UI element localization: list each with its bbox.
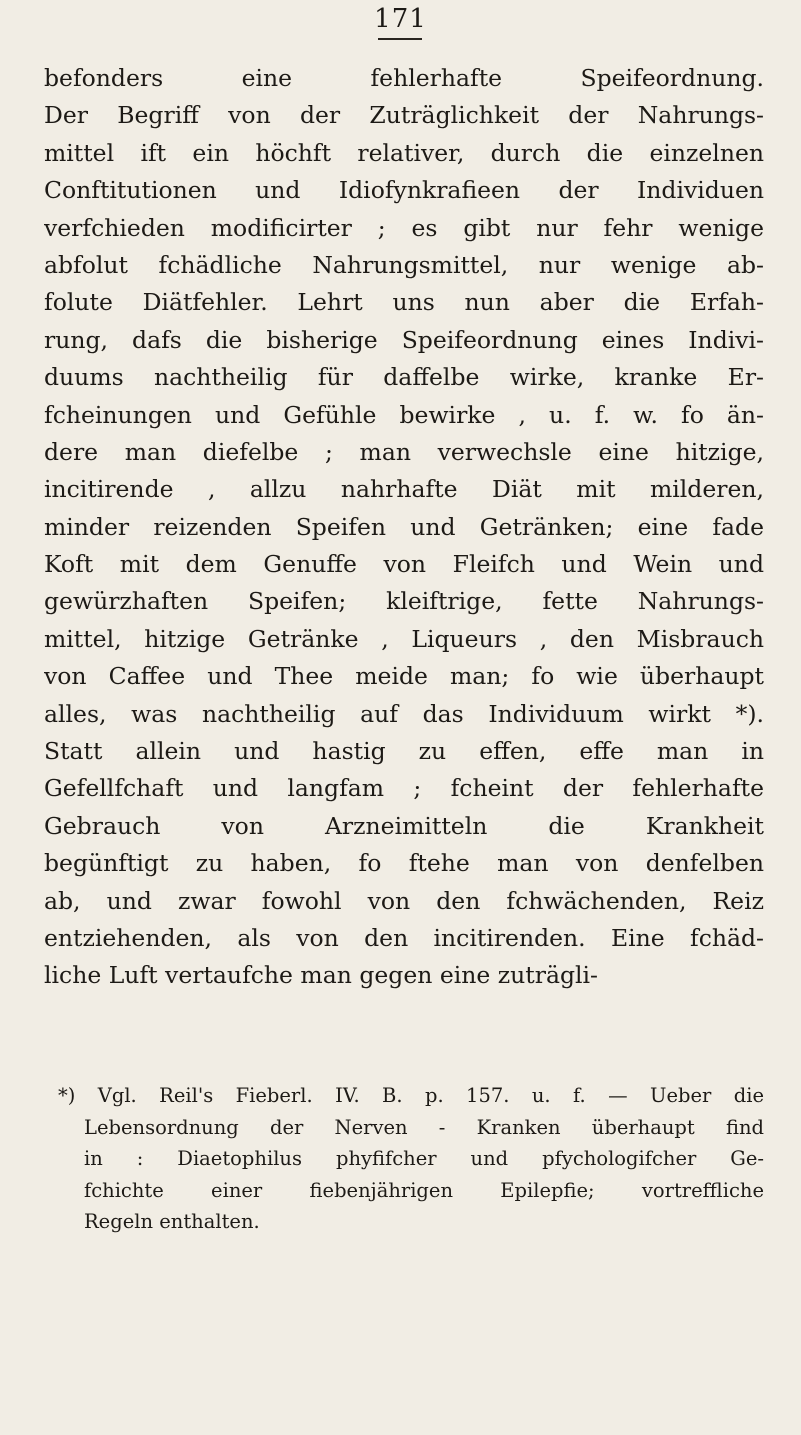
footnote-line: *) Vgl. Reil's Fieberl. IV. B. p. 157. u. f. — Ueber die	[58, 1084, 764, 1107]
body-line: mittel, hitzige Getränke , Liqueurs , den Misbrauch	[44, 624, 764, 653]
footnote-line: Lebensordnung der Nerven - Kranken überhaupt find	[84, 1115, 764, 1139]
body-line: mittel ift ein höchft relativer, durch die einzelnen	[44, 138, 764, 167]
body-line: fcheinungen und Gefühle bewirke , u. f. w. fo än-	[44, 400, 764, 429]
page-number: 171	[374, 4, 427, 34]
body-text	[44, 60, 764, 995]
body-line: von Caffee und Thee meide man; fo wie überhaupt	[44, 662, 764, 691]
body-line: Der Begriff von der Zuträglichkeit der Nahrungs-	[44, 101, 764, 130]
body-line: liche Luft vertaufche man gegen eine zuträgli-	[44, 961, 598, 990]
body-line: entziehenden, als von den incitirenden. Eine fchäd-	[44, 923, 764, 952]
footnote-line: in : Diaetophilus phyfifcher und pfychologifcher Ge-	[84, 1147, 764, 1170]
page-number-rule	[378, 38, 422, 40]
body-line: begünftigt zu haben, fo ftehe man von denfelben	[44, 849, 764, 878]
body-line: rung, dafs die bisherige Speifeordnung eines Indivi-	[44, 325, 764, 354]
body-line: verfchieden modificirter ; es gibt nur fehr wenige	[44, 213, 764, 242]
body-line: dere man diefelbe ; man verwechsle eine hitzige,	[44, 437, 764, 466]
body-line: Conftitutionen und Idiofynkrafieen der Individuen	[44, 176, 764, 205]
footnote-line: Regeln enthalten.	[84, 1210, 260, 1233]
body-line: duums nachtheilig für daffelbe wirke, kranke Er-	[44, 363, 764, 392]
body-line: Gebrauch von Arzneimitteln die Krankheit	[44, 811, 764, 840]
body-line: Koft mit dem Genuffe von Fleifch und Wein und	[44, 550, 764, 579]
body-line: Gefellfchaft und langfam ; fcheint der fehlerhafte	[44, 774, 764, 803]
body-line: ab, und zwar fowohl von den fchwächenden, Reiz	[44, 886, 764, 915]
body-line: alles, was nachtheilig auf das Individuum wirkt *).	[44, 699, 764, 728]
body-line: befonders eine fehlerhafte Speifeordnung.	[44, 64, 764, 92]
footnote-line: fchichte einer fiebenjährigen Epilepfie; vortreffliche	[84, 1178, 764, 1202]
body-line: gewürzhaften Speifen; kleiftrige, fette Nahrungs-	[44, 587, 764, 616]
body-line: incitirende , allzu nahrhafte Diät mit milderen,	[44, 475, 764, 504]
body-line: Statt allein und hastig zu effen, effe man in	[44, 737, 764, 766]
footnote	[58, 1080, 764, 1238]
body-line: abfolut fchädliche Nahrungsmittel, nur wenige ab-	[44, 250, 764, 279]
body-line: folute Diätfehler. Lehrt uns nun aber die Erfah-	[44, 288, 764, 317]
body-line: minder reizenden Speifen und Getränken; eine fade	[44, 512, 764, 541]
